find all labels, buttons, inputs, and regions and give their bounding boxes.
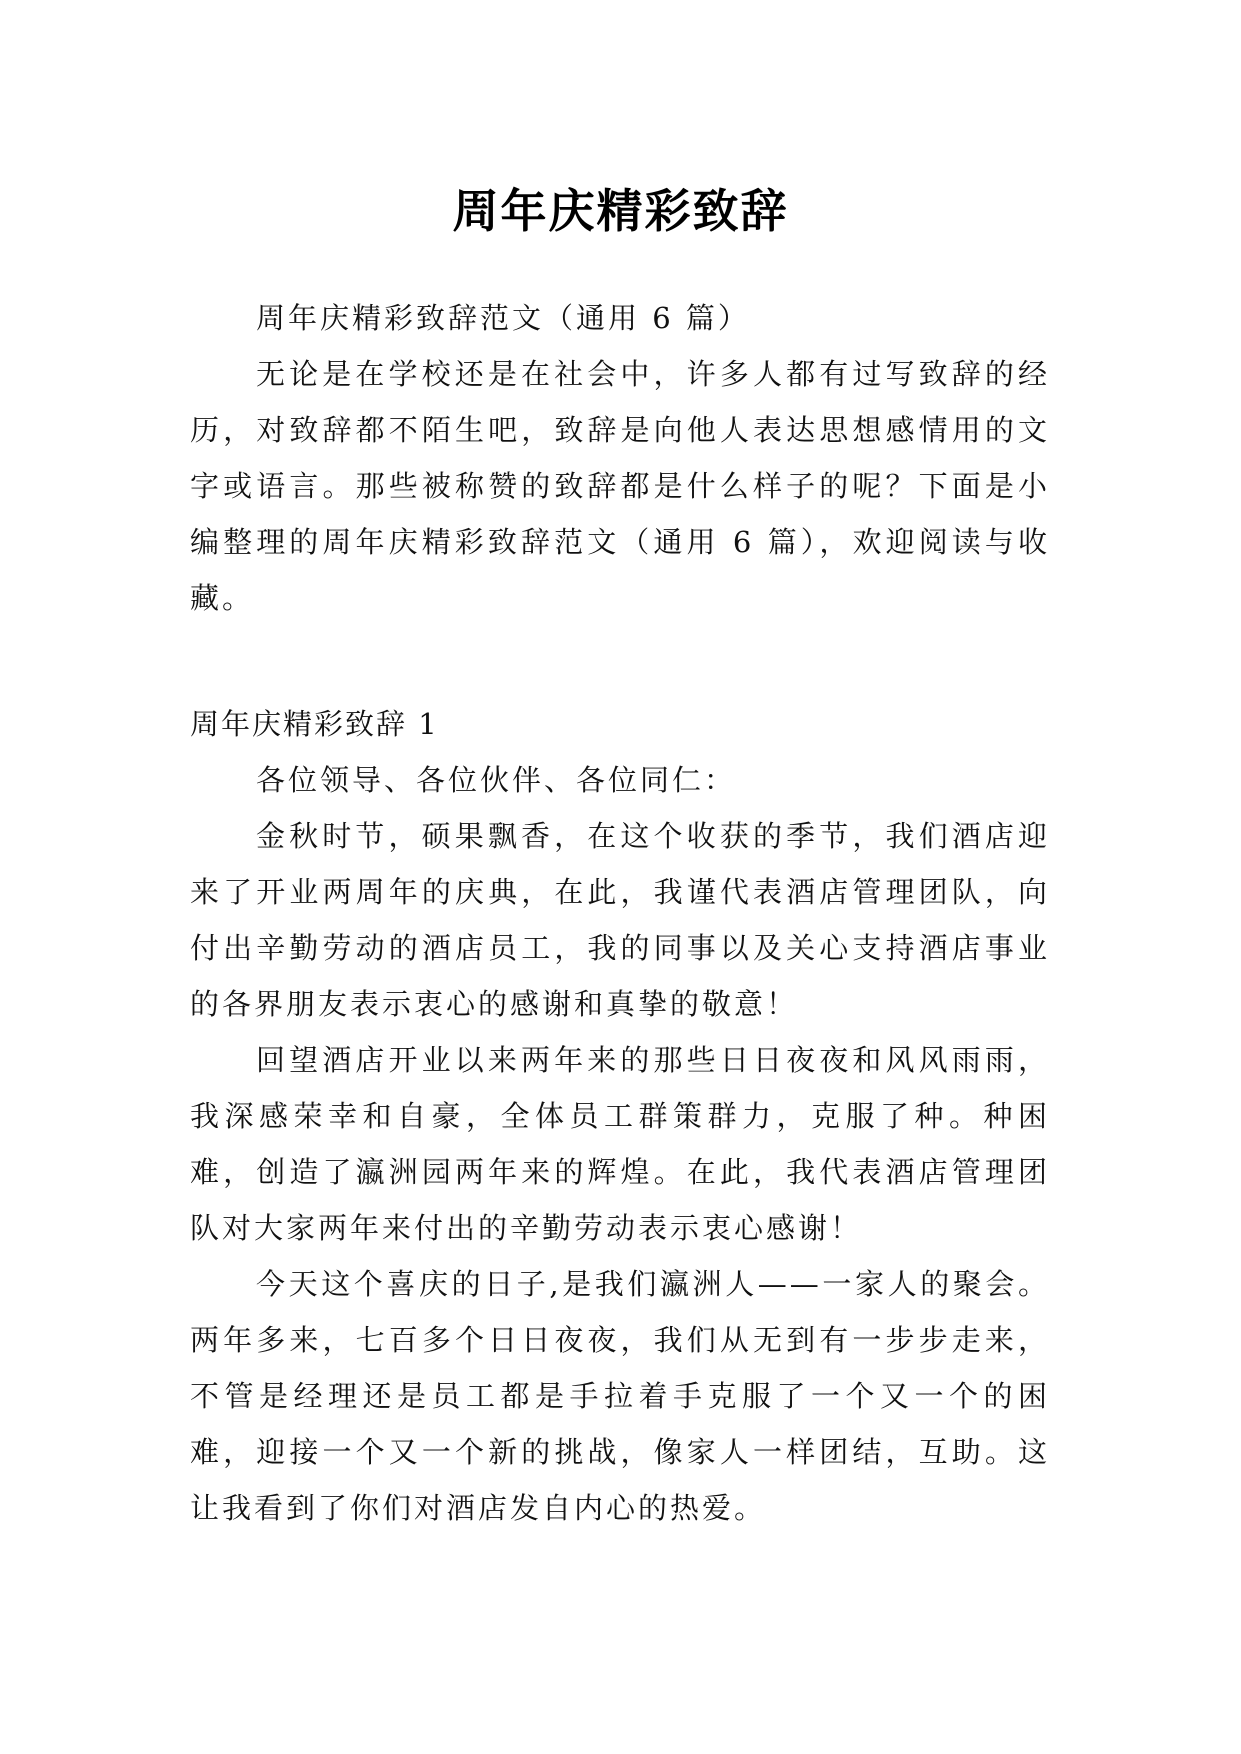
document-title: 周年庆精彩致辞 bbox=[452, 183, 789, 238]
body-paragraph: 回望酒店开业以来两年来的那些日日夜夜和风风雨雨，我深感荣幸和自豪，全体员工群策群力，克服了种。种困难，创造了瀛洲园两年来的辉煌。在此，我代表酒店管理团队对大家两年来付出的辛勤劳动表示衷心感谢！ bbox=[190, 1043, 1050, 1245]
body-paragraph: 今天这个喜庆的日子,是我们瀛洲人——一家人的聚会。两年多来，七百多个日日夜夜，我们从无到有一步步走来，不管是经理还是员工都是手拉着手克服了一个又一个的困难，迎接一个又一个新的挑战，像家人一样团结，互助。这让我看到了你们对酒店发自内心的热爱。 bbox=[190, 1267, 1050, 1525]
section-heading: 周年庆精彩致辞 1 bbox=[190, 707, 439, 741]
greeting-line: 各位领导、各位伙伴、各位同仁： bbox=[256, 763, 737, 797]
intro-paragraph: 无论是在学校还是在社会中，许多人都有过写致辞的经历，对致辞都不陌生吧，致辞是向他人表达思想感情用的文字或语言。那些被称赞的致辞都是什么样子的呢？下面是小编整理的周年庆精彩致辞范文（通用 6 篇），欢迎阅读与收藏。 bbox=[190, 357, 1050, 615]
body-paragraph: 金秋时节，硕果飘香，在这个收获的季节，我们酒店迎来了开业两周年的庆典，在此，我谨代表酒店管理团队，向付出辛勤劳动的酒店员工，我的同事以及关心支持酒店事业的各界朋友表示衷心的感谢和真挚的敬意！ bbox=[190, 819, 1050, 1021]
document-subtitle: 周年庆精彩致辞范文（通用 6 篇） bbox=[256, 301, 750, 335]
